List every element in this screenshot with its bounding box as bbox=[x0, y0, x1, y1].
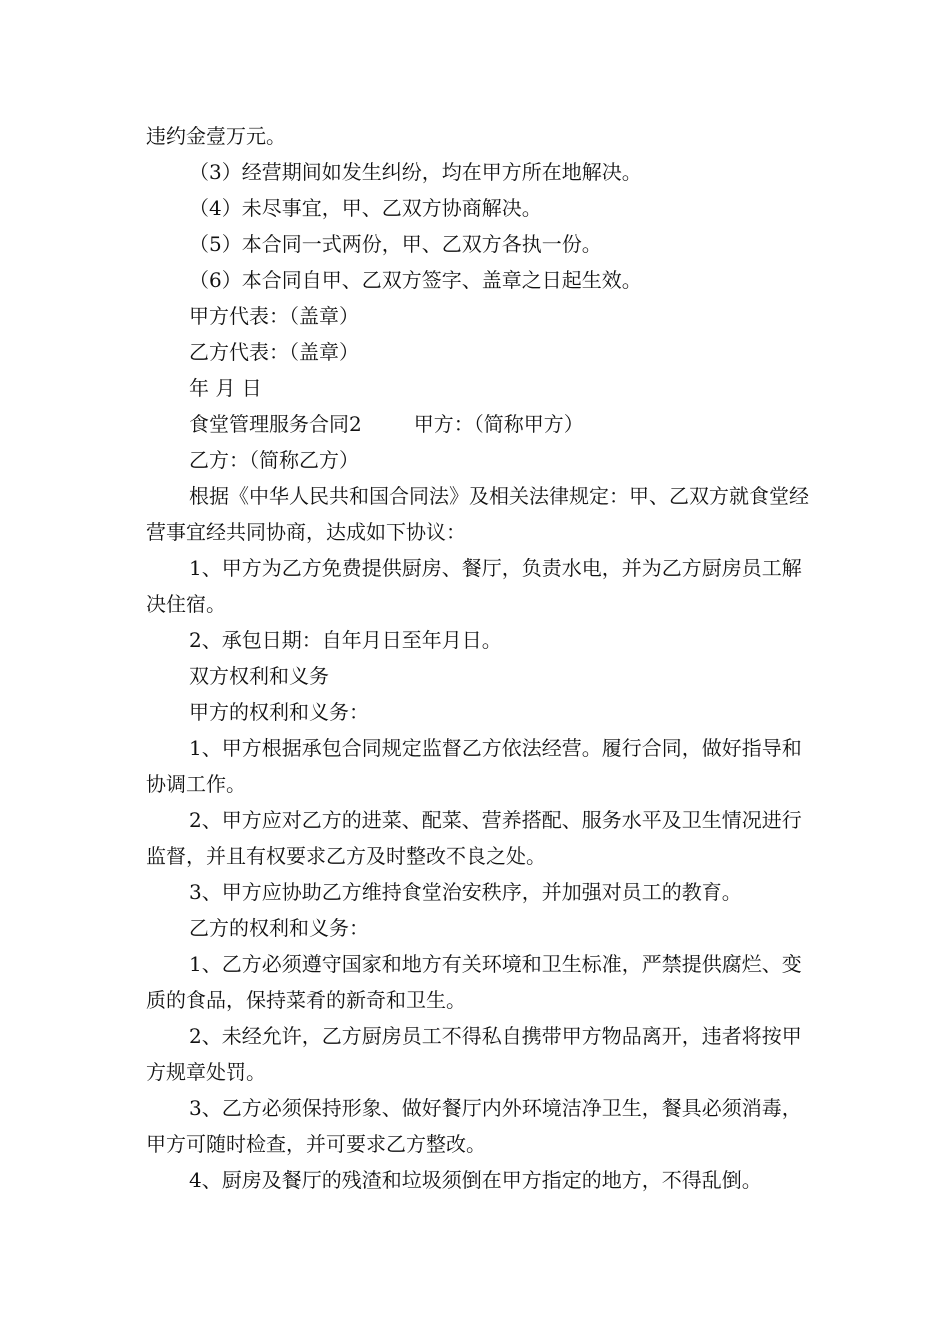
paragraph-4: （5）本合同一式两份，甲、乙双方各执一份。 bbox=[189, 232, 602, 256]
contract-title-line bbox=[146, 406, 818, 442]
clause-2: 2、承包日期：自年月日至年月日。 bbox=[189, 628, 502, 652]
paragraph-2: （3）经营期间如发生纠纷，均在甲方所在地解决。 bbox=[189, 160, 642, 184]
party-b-item-2: 2、未经允许，乙方厨房员工不得私自携带甲方物品离开，违者将按甲方规章处罚。 bbox=[146, 1024, 802, 1084]
signature-party-a: 甲方代表：（盖章） bbox=[189, 304, 359, 328]
party-b-line: 乙方：（简称乙方） bbox=[189, 448, 359, 472]
section-heading-party-b: 乙方的权利和义务： bbox=[189, 916, 369, 940]
paragraph-3: （4）未尽事宜，甲、乙双方协商解决。 bbox=[189, 196, 542, 220]
party-b-item-1: 1、乙方必须遵守国家和地方有关环境和卫生标准，严禁提供腐烂、变质的食品，保持菜肴的新奇和卫生。 bbox=[146, 952, 802, 1012]
party-a-item-1: 1、甲方根据承包合同规定监督乙方依法经营。履行合同，做好指导和协调工作。 bbox=[146, 736, 802, 796]
party-b-item-3: 3、乙方必须保持形象、做好餐厅内外环境洁净卫生，餐具必须消毒，甲方可随时检查，并可要求乙方整改。 bbox=[146, 1096, 802, 1156]
contract-title: 食堂管理服务合同2 bbox=[189, 412, 362, 436]
party-a-line: 甲方：（简称甲方） bbox=[413, 412, 584, 436]
date-line: 年 月 日 bbox=[189, 376, 262, 400]
paragraph-5: （6）本合同自甲、乙双方签字、盖章之日起生效。 bbox=[189, 268, 642, 292]
signature-party-b: 乙方代表：（盖章） bbox=[189, 340, 359, 364]
paragraph-preamble: 根据《中华人民共和国合同法》及相关法律规定：甲、乙双方就食堂经营事宜经共同协商，达成如下协议： bbox=[146, 484, 809, 544]
party-a-item-3: 3、甲方应协助乙方维持食堂治安秩序，并加强对员工的教育。 bbox=[189, 880, 742, 904]
section-heading-party-a: 甲方的权利和义务： bbox=[189, 700, 369, 724]
section-heading-rights: 双方权利和义务 bbox=[189, 664, 329, 688]
paragraph-1: 违约金壹万元。 bbox=[146, 124, 286, 148]
clause-1: 1、甲方为乙方免费提供厨房、餐厅，负责水电，并为乙方厨房员工解决住宿。 bbox=[146, 556, 802, 616]
party-b-item-4: 4、厨房及餐厅的残渣和垃圾须倒在甲方指定的地方，不得乱倒。 bbox=[189, 1168, 762, 1192]
document-page bbox=[146, 118, 818, 1198]
party-a-item-2: 2、甲方应对乙方的进菜、配菜、营养搭配、服务水平及卫生情况进行监督，并且有权要求乙方及时整改不良之处。 bbox=[146, 808, 802, 868]
